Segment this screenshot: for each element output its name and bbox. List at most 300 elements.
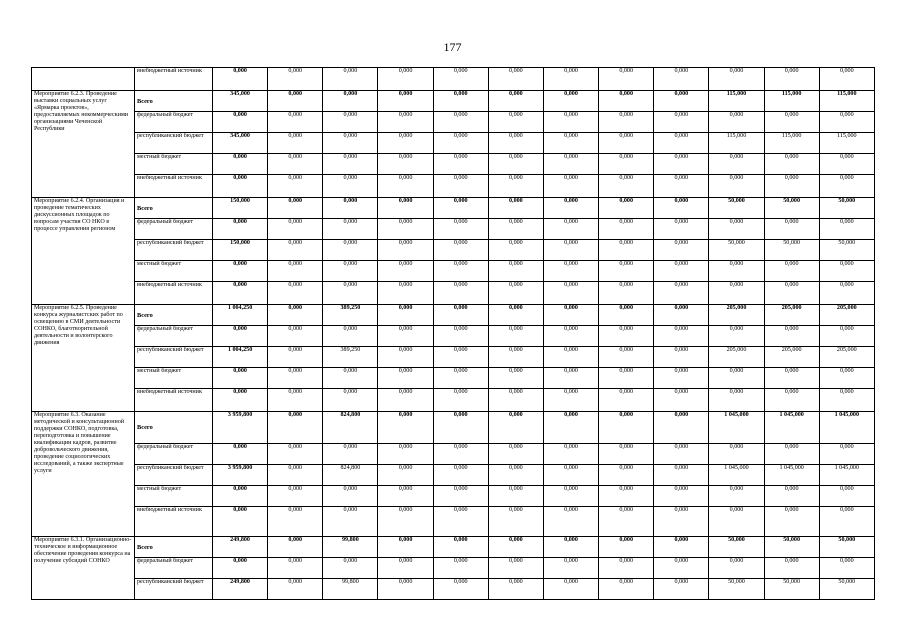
amount-cell: 115,000 <box>709 133 764 154</box>
amount-cell: 0,000 <box>268 465 323 486</box>
amount-cell: 0,000 <box>654 219 709 240</box>
amount-cell: 0,000 <box>268 112 323 133</box>
amount-cell: 0,000 <box>378 389 433 412</box>
amount-cell: 824,800 <box>323 412 378 444</box>
table-row <box>32 240 875 261</box>
amount-cell: 0,000 <box>488 133 543 154</box>
amount-cell: 50,000 <box>764 579 819 600</box>
amount-cell: 0,000 <box>268 219 323 240</box>
amount-cell: 0,000 <box>433 240 488 261</box>
amount-cell: 0,000 <box>488 305 543 326</box>
funding-source-cell: республиканский бюджет <box>135 579 213 600</box>
amount-cell: 0,000 <box>213 219 268 240</box>
amount-cell: 0,000 <box>433 389 488 412</box>
amount-cell: 0,000 <box>323 282 378 305</box>
amount-cell: 0,000 <box>323 198 378 219</box>
table-row <box>32 507 875 537</box>
amount-cell: 0,000 <box>654 282 709 305</box>
amount-cell: 115,000 <box>709 91 764 112</box>
amount-cell: 0,000 <box>433 347 488 368</box>
amount-cell: 0,000 <box>378 579 433 600</box>
amount-cell: 0,000 <box>378 486 433 507</box>
amount-cell: 0,000 <box>654 389 709 412</box>
amount-cell: 0,000 <box>433 305 488 326</box>
funding-source-cell: федеральный бюджет <box>135 112 213 133</box>
amount-cell: 0,000 <box>378 240 433 261</box>
amount-cell: 0,000 <box>488 154 543 175</box>
amount-cell: 99,800 <box>323 537 378 558</box>
funding-source-cell: федеральный бюджет <box>135 326 213 347</box>
amount-cell: 0,000 <box>654 326 709 347</box>
amount-cell: 0,000 <box>433 507 488 537</box>
amount-cell: 205,000 <box>819 305 874 326</box>
amount-cell: 0,000 <box>323 68 378 91</box>
amount-cell: 0,000 <box>764 219 819 240</box>
amount-cell: 3 959,800 <box>213 412 268 444</box>
amount-cell: 0,000 <box>764 175 819 198</box>
amount-cell: 0,000 <box>488 198 543 219</box>
amount-cell: 0,000 <box>488 282 543 305</box>
amount-cell: 0,000 <box>654 112 709 133</box>
amount-cell: 0,000 <box>543 465 598 486</box>
amount-cell: 1 045,000 <box>764 465 819 486</box>
amount-cell: 0,000 <box>268 305 323 326</box>
amount-cell: 0,000 <box>433 558 488 579</box>
amount-cell: 0,000 <box>488 537 543 558</box>
amount-cell: 0,000 <box>268 412 323 444</box>
amount-cell: 0,000 <box>488 112 543 133</box>
amount-cell: 50,000 <box>709 198 764 219</box>
amount-cell: 0,000 <box>433 219 488 240</box>
event-cell: Мероприятие 6.2.4. Организация и проведение тематических дискуссионных площадок по вопросам участия СО НКО в процессе управления регионом <box>32 198 135 305</box>
amount-cell: 0,000 <box>543 368 598 389</box>
amount-cell: 0,000 <box>488 444 543 465</box>
amount-cell: 0,000 <box>764 68 819 91</box>
funding-source-cell: Всего <box>135 412 213 444</box>
amount-cell: 0,000 <box>599 465 654 486</box>
amount-cell: 1 045,000 <box>819 412 874 444</box>
funding-source-cell: Всего <box>135 305 213 326</box>
funding-source-cell: местный бюджет <box>135 154 213 175</box>
amount-cell: 0,000 <box>543 154 598 175</box>
funding-source-cell: внебюджетный источник <box>135 507 213 537</box>
event-cell <box>32 68 135 91</box>
amount-cell: 0,000 <box>709 219 764 240</box>
amount-cell: 0,000 <box>709 326 764 347</box>
amount-cell: 0,000 <box>543 282 598 305</box>
amount-cell: 0,000 <box>213 112 268 133</box>
amount-cell: 0,000 <box>709 507 764 537</box>
event-cell: Мероприятие 6.3. Оказание методической и консультационной поддержки СОНКО, подготовка, переподготовка и повышение квалификации кадров, развитие добровольческого движения, проведение социологических исследований, а также экспертные услуги <box>32 412 135 537</box>
amount-cell: 0,000 <box>654 91 709 112</box>
amount-cell: 0,000 <box>543 112 598 133</box>
amount-cell: 0,000 <box>488 68 543 91</box>
amount-cell: 0,000 <box>764 389 819 412</box>
amount-cell: 0,000 <box>268 175 323 198</box>
amount-cell: 0,000 <box>488 389 543 412</box>
funding-source-cell: федеральный бюджет <box>135 558 213 579</box>
amount-cell: 0,000 <box>433 444 488 465</box>
amount-cell: 50,000 <box>819 579 874 600</box>
amount-cell: 50,000 <box>764 198 819 219</box>
amount-cell: 0,000 <box>213 154 268 175</box>
amount-cell: 0,000 <box>433 537 488 558</box>
amount-cell: 0,000 <box>543 579 598 600</box>
amount-cell: 0,000 <box>378 154 433 175</box>
amount-cell: 389,250 <box>323 305 378 326</box>
amount-cell: 249,800 <box>213 579 268 600</box>
amount-cell: 0,000 <box>213 558 268 579</box>
amount-cell: 0,000 <box>433 579 488 600</box>
amount-cell: 0,000 <box>543 240 598 261</box>
amount-cell: 0,000 <box>433 175 488 198</box>
amount-cell: 0,000 <box>764 507 819 537</box>
amount-cell: 0,000 <box>268 347 323 368</box>
table-row <box>32 112 875 133</box>
amount-cell: 0,000 <box>433 282 488 305</box>
table-row <box>32 154 875 175</box>
table-row <box>32 412 875 444</box>
amount-cell: 0,000 <box>543 537 598 558</box>
amount-cell: 0,000 <box>599 389 654 412</box>
amount-cell: 0,000 <box>378 261 433 282</box>
table-row <box>32 368 875 389</box>
funding-source-cell: местный бюджет <box>135 261 213 282</box>
amount-cell: 0,000 <box>654 198 709 219</box>
amount-cell: 0,000 <box>654 347 709 368</box>
amount-cell: 0,000 <box>323 112 378 133</box>
funding-source-cell: федеральный бюджет <box>135 219 213 240</box>
amount-cell: 0,000 <box>599 537 654 558</box>
amount-cell: 0,000 <box>654 579 709 600</box>
amount-cell: 0,000 <box>268 91 323 112</box>
amount-cell: 0,000 <box>213 282 268 305</box>
amount-cell: 0,000 <box>488 558 543 579</box>
amount-cell: 0,000 <box>378 444 433 465</box>
amount-cell: 0,000 <box>764 444 819 465</box>
amount-cell: 0,000 <box>378 112 433 133</box>
amount-cell: 50,000 <box>764 240 819 261</box>
amount-cell: 0,000 <box>764 154 819 175</box>
amount-cell: 0,000 <box>268 133 323 154</box>
amount-cell: 0,000 <box>599 507 654 537</box>
amount-cell: 0,000 <box>599 282 654 305</box>
table-row <box>32 465 875 486</box>
amount-cell: 0,000 <box>709 261 764 282</box>
amount-cell: 115,000 <box>819 91 874 112</box>
amount-cell: 0,000 <box>488 91 543 112</box>
amount-cell: 0,000 <box>543 261 598 282</box>
amount-cell: 0,000 <box>543 486 598 507</box>
table-row <box>32 389 875 412</box>
amount-cell: 0,000 <box>323 240 378 261</box>
amount-cell: 50,000 <box>819 537 874 558</box>
amount-cell: 0,000 <box>268 444 323 465</box>
amount-cell: 0,000 <box>433 112 488 133</box>
amount-cell: 0,000 <box>543 507 598 537</box>
event-cell: Мероприятие 6.2.5. Проведение конкурса журналистских работ по освещению в СМИ деятельности СОНКО, благотворительной деятельности и волонтерского движения <box>32 305 135 412</box>
table-row <box>32 347 875 368</box>
amount-cell: 0,000 <box>323 133 378 154</box>
amount-cell: 0,000 <box>819 444 874 465</box>
amount-cell: 0,000 <box>819 219 874 240</box>
funding-source-cell: федеральный бюджет <box>135 444 213 465</box>
amount-cell: 0,000 <box>213 389 268 412</box>
funding-source-cell: внебюджетный источник <box>135 282 213 305</box>
funding-source-cell: местный бюджет <box>135 368 213 389</box>
amount-cell: 205,000 <box>764 305 819 326</box>
amount-cell: 0,000 <box>213 326 268 347</box>
amount-cell: 0,000 <box>543 326 598 347</box>
amount-cell: 0,000 <box>213 507 268 537</box>
amount-cell: 0,000 <box>654 305 709 326</box>
amount-cell: 0,000 <box>709 175 764 198</box>
amount-cell: 0,000 <box>323 444 378 465</box>
amount-cell: 0,000 <box>654 486 709 507</box>
amount-cell: 0,000 <box>599 579 654 600</box>
amount-cell: 0,000 <box>323 219 378 240</box>
budget-table-body <box>32 68 875 600</box>
amount-cell: 0,000 <box>268 368 323 389</box>
amount-cell: 0,000 <box>819 486 874 507</box>
amount-cell: 0,000 <box>543 68 598 91</box>
amount-cell: 0,000 <box>543 347 598 368</box>
amount-cell: 1 045,000 <box>709 412 764 444</box>
amount-cell: 0,000 <box>543 412 598 444</box>
amount-cell: 0,000 <box>709 558 764 579</box>
table-row <box>32 175 875 198</box>
table-row <box>32 261 875 282</box>
amount-cell: 0,000 <box>378 412 433 444</box>
amount-cell: 0,000 <box>654 175 709 198</box>
amount-cell: 0,000 <box>599 154 654 175</box>
amount-cell: 0,000 <box>433 133 488 154</box>
amount-cell: 0,000 <box>433 68 488 91</box>
amount-cell: 1 004,250 <box>213 347 268 368</box>
amount-cell: 0,000 <box>488 368 543 389</box>
amount-cell: 1 004,250 <box>213 305 268 326</box>
amount-cell: 0,000 <box>599 326 654 347</box>
funding-source-cell: республиканский бюджет <box>135 347 213 368</box>
amount-cell: 0,000 <box>378 68 433 91</box>
amount-cell: 150,000 <box>213 198 268 219</box>
amount-cell: 1 045,000 <box>709 465 764 486</box>
amount-cell: 0,000 <box>488 507 543 537</box>
amount-cell: 0,000 <box>213 175 268 198</box>
amount-cell: 0,000 <box>268 154 323 175</box>
amount-cell: 0,000 <box>488 579 543 600</box>
amount-cell: 0,000 <box>378 175 433 198</box>
amount-cell: 205,000 <box>709 347 764 368</box>
amount-cell: 0,000 <box>323 486 378 507</box>
amount-cell: 0,000 <box>268 68 323 91</box>
amount-cell: 0,000 <box>543 305 598 326</box>
amount-cell: 0,000 <box>819 175 874 198</box>
table-row <box>32 537 875 558</box>
amount-cell: 0,000 <box>543 558 598 579</box>
amount-cell: 0,000 <box>323 261 378 282</box>
amount-cell: 115,000 <box>819 133 874 154</box>
amount-cell: 0,000 <box>433 412 488 444</box>
amount-cell: 0,000 <box>819 68 874 91</box>
amount-cell: 249,800 <box>213 537 268 558</box>
table-row <box>32 68 875 91</box>
amount-cell: 0,000 <box>599 175 654 198</box>
amount-cell: 0,000 <box>819 154 874 175</box>
amount-cell: 0,000 <box>599 444 654 465</box>
amount-cell: 0,000 <box>323 175 378 198</box>
amount-cell: 0,000 <box>764 326 819 347</box>
budget-table <box>31 67 875 600</box>
amount-cell: 0,000 <box>599 240 654 261</box>
amount-cell: 0,000 <box>323 154 378 175</box>
amount-cell: 0,000 <box>433 368 488 389</box>
amount-cell: 0,000 <box>654 465 709 486</box>
amount-cell: 0,000 <box>599 68 654 91</box>
amount-cell: 0,000 <box>488 347 543 368</box>
amount-cell: 205,000 <box>819 347 874 368</box>
amount-cell: 0,000 <box>599 261 654 282</box>
amount-cell: 0,000 <box>599 219 654 240</box>
amount-cell: 0,000 <box>599 486 654 507</box>
amount-cell: 0,000 <box>599 558 654 579</box>
amount-cell: 0,000 <box>378 133 433 154</box>
amount-cell: 0,000 <box>543 198 598 219</box>
amount-cell: 50,000 <box>709 579 764 600</box>
amount-cell: 0,000 <box>488 219 543 240</box>
funding-source-cell: Всего <box>135 198 213 219</box>
amount-cell: 50,000 <box>764 537 819 558</box>
funding-source-cell: республиканский бюджет <box>135 465 213 486</box>
amount-cell: 0,000 <box>543 91 598 112</box>
funding-source-cell: внебюджетный источник <box>135 175 213 198</box>
amount-cell: 0,000 <box>709 486 764 507</box>
funding-source-cell: Всего <box>135 537 213 558</box>
amount-cell: 0,000 <box>654 68 709 91</box>
amount-cell: 0,000 <box>378 326 433 347</box>
amount-cell: 345,000 <box>213 91 268 112</box>
funding-source-cell: республиканский бюджет <box>135 133 213 154</box>
amount-cell: 50,000 <box>709 240 764 261</box>
amount-cell: 0,000 <box>654 537 709 558</box>
funding-source-cell: внебюджетный источник <box>135 389 213 412</box>
amount-cell: 0,000 <box>764 558 819 579</box>
amount-cell: 0,000 <box>654 240 709 261</box>
amount-cell: 0,000 <box>543 133 598 154</box>
amount-cell: 0,000 <box>654 154 709 175</box>
amount-cell: 0,000 <box>819 368 874 389</box>
table-row <box>32 219 875 240</box>
amount-cell: 0,000 <box>654 261 709 282</box>
amount-cell: 0,000 <box>378 507 433 537</box>
amount-cell: 0,000 <box>764 112 819 133</box>
funding-source-cell: внебюджетный источник <box>135 68 213 91</box>
amount-cell: 0,000 <box>433 154 488 175</box>
amount-cell: 0,000 <box>654 133 709 154</box>
amount-cell: 50,000 <box>709 537 764 558</box>
amount-cell: 0,000 <box>378 305 433 326</box>
table-row <box>32 486 875 507</box>
amount-cell: 389,250 <box>323 347 378 368</box>
amount-cell: 0,000 <box>488 412 543 444</box>
amount-cell: 0,000 <box>709 368 764 389</box>
amount-cell: 99,800 <box>323 579 378 600</box>
amount-cell: 50,000 <box>819 198 874 219</box>
amount-cell: 0,000 <box>378 347 433 368</box>
amount-cell: 0,000 <box>599 133 654 154</box>
amount-cell: 0,000 <box>268 389 323 412</box>
amount-cell: 0,000 <box>764 486 819 507</box>
table-row <box>32 558 875 579</box>
amount-cell: 0,000 <box>323 558 378 579</box>
amount-cell: 0,000 <box>488 326 543 347</box>
amount-cell: 3 959,800 <box>213 465 268 486</box>
amount-cell: 0,000 <box>323 91 378 112</box>
amount-cell: 0,000 <box>378 558 433 579</box>
amount-cell: 0,000 <box>599 305 654 326</box>
event-cell: Мероприятие 6.2.3. Проведение выставки социальных услуг «Ярмарка проектов», предоставляемых некоммерческими организациями Чеченской Республики <box>32 91 135 198</box>
amount-cell: 0,000 <box>599 412 654 444</box>
amount-cell: 0,000 <box>268 240 323 261</box>
amount-cell: 0,000 <box>488 486 543 507</box>
amount-cell: 50,000 <box>819 240 874 261</box>
amount-cell: 0,000 <box>709 444 764 465</box>
amount-cell: 0,000 <box>213 261 268 282</box>
table-row <box>32 91 875 112</box>
amount-cell: 0,000 <box>599 198 654 219</box>
amount-cell: 0,000 <box>268 261 323 282</box>
amount-cell: 205,000 <box>764 347 819 368</box>
event-cell: Мероприятие 6.3.1. Организационно-техническое и информационное обеспечение проведения конкурса на получение субсидий СОНКО <box>32 537 135 600</box>
amount-cell: 0,000 <box>268 198 323 219</box>
amount-cell: 0,000 <box>819 112 874 133</box>
amount-cell: 824,800 <box>323 465 378 486</box>
table-row <box>32 133 875 154</box>
amount-cell: 1 045,000 <box>764 412 819 444</box>
amount-cell: 0,000 <box>543 389 598 412</box>
amount-cell: 0,000 <box>599 91 654 112</box>
amount-cell: 0,000 <box>433 465 488 486</box>
amount-cell: 0,000 <box>819 389 874 412</box>
amount-cell: 0,000 <box>654 444 709 465</box>
amount-cell: 0,000 <box>378 198 433 219</box>
amount-cell: 0,000 <box>378 465 433 486</box>
amount-cell: 115,000 <box>764 133 819 154</box>
amount-cell: 150,000 <box>213 240 268 261</box>
amount-cell: 0,000 <box>599 347 654 368</box>
amount-cell: 0,000 <box>268 537 323 558</box>
amount-cell: 0,000 <box>764 261 819 282</box>
amount-cell: 0,000 <box>213 444 268 465</box>
amount-cell: 0,000 <box>268 579 323 600</box>
funding-source-cell: Всего <box>135 91 213 112</box>
table-row <box>32 282 875 305</box>
amount-cell: 0,000 <box>323 389 378 412</box>
amount-cell: 0,000 <box>488 261 543 282</box>
amount-cell: 0,000 <box>268 486 323 507</box>
table-row <box>32 198 875 219</box>
amount-cell: 0,000 <box>323 368 378 389</box>
amount-cell: 0,000 <box>378 368 433 389</box>
amount-cell: 0,000 <box>323 326 378 347</box>
amount-cell: 0,000 <box>488 240 543 261</box>
amount-cell: 0,000 <box>433 198 488 219</box>
amount-cell: 0,000 <box>213 68 268 91</box>
amount-cell: 0,000 <box>543 444 598 465</box>
amount-cell: 0,000 <box>709 282 764 305</box>
amount-cell: 0,000 <box>268 558 323 579</box>
amount-cell: 0,000 <box>378 537 433 558</box>
